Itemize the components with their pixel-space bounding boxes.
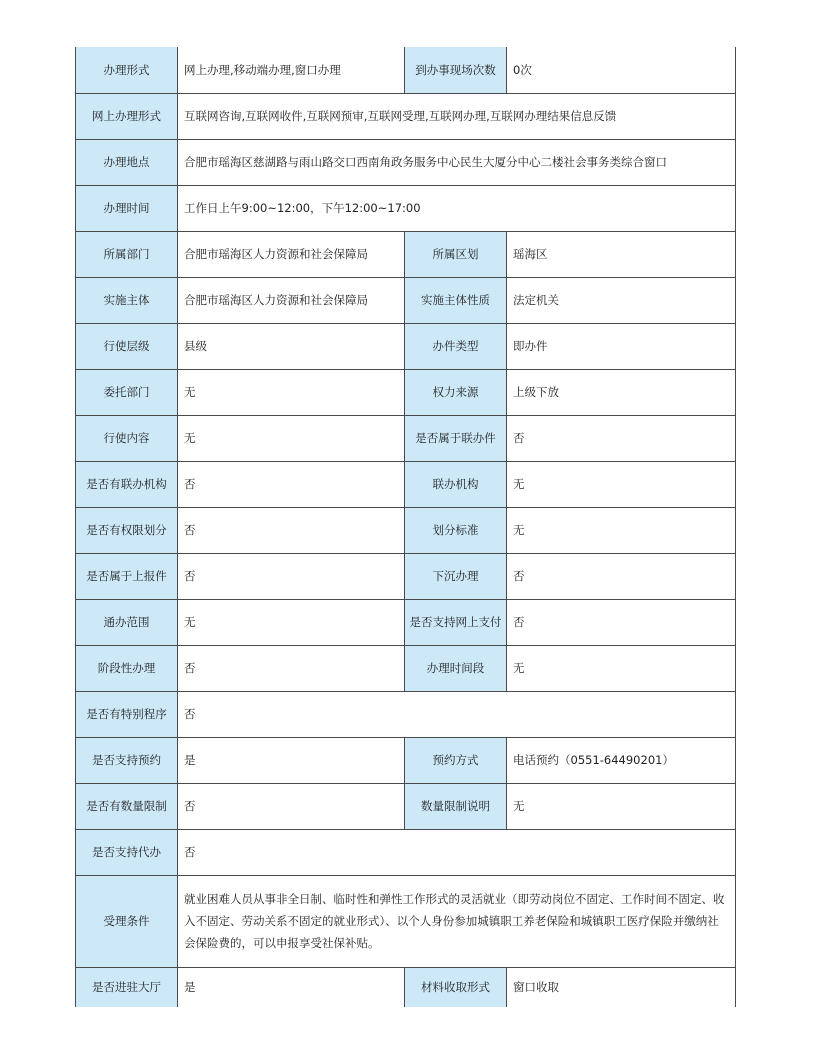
field-value: 否 [507,599,736,645]
table-row [76,783,736,829]
table-body [76,47,736,1007]
field-value: 无 [507,783,736,829]
field-value: 否 [178,783,405,829]
field-value: 0次 [507,47,736,93]
field-label: 划分标准 [405,507,507,553]
table-row [76,323,736,369]
field-value: 否 [178,691,736,737]
field-label: 是否有数量限制 [76,783,178,829]
field-value: 无 [507,461,736,507]
field-value: 否 [178,507,405,553]
field-label: 委托部门 [76,369,178,415]
field-label: 材料收取形式 [405,967,507,1007]
table-row [76,93,736,139]
field-label: 是否属于联办件 [405,415,507,461]
field-value: 电话预约（0551-64490201） [507,737,736,783]
field-value: 是 [178,737,405,783]
field-label: 权力来源 [405,369,507,415]
field-label: 办理形式 [76,47,178,93]
field-label: 办理时间 [76,185,178,231]
table-row [76,231,736,277]
field-value: 就业困难人员从事非全日制、临时性和弹性工作形式的灵活就业（即劳动岗位不固定、工作时间不固定、收入不固定、劳动关系不固定的就业形式）、以个人身份参加城镇职工养老保险和城镇职工医疗保险并缴纳社会保险费的，可以申报享受社保补贴。 [178,875,736,967]
field-label: 所属部门 [76,231,178,277]
field-value: 无 [178,599,405,645]
field-label: 是否进驻大厅 [76,967,178,1007]
field-value: 无 [178,369,405,415]
field-value: 法定机关 [507,277,736,323]
field-value: 无 [178,415,405,461]
field-value: 否 [178,553,405,599]
table-row [76,645,736,691]
field-label: 受理条件 [76,875,178,967]
table-row [76,277,736,323]
field-label: 是否有联办机构 [76,461,178,507]
table-row [76,185,736,231]
field-value: 上级下放 [507,369,736,415]
table-row [76,691,736,737]
field-label: 是否有权限划分 [76,507,178,553]
field-label: 是否属于上报件 [76,553,178,599]
field-value: 否 [178,829,736,875]
field-value: 否 [178,645,405,691]
field-label: 通办范围 [76,599,178,645]
table-row [76,599,736,645]
field-label: 阶段性办理 [76,645,178,691]
field-value: 无 [507,507,736,553]
field-label: 是否有特别程序 [76,691,178,737]
field-value: 窗口收取 [507,967,736,1007]
field-label: 预约方式 [405,737,507,783]
field-value: 合肥市瑶海区慈湖路与雨山路交口西南角政务服务中心民生大厦分中心二楼社会事务类综合窗口 [178,139,736,185]
field-label: 行使内容 [76,415,178,461]
field-label: 办件类型 [405,323,507,369]
table-row [76,829,736,875]
field-label: 是否支持代办 [76,829,178,875]
field-value: 即办件 [507,323,736,369]
field-value: 合肥市瑶海区人力资源和社会保障局 [178,231,405,277]
field-value: 网上办理,移动端办理,窗口办理 [178,47,405,93]
field-value: 是 [178,967,405,1007]
field-label: 行使层级 [76,323,178,369]
field-label: 到办事现场次数 [405,47,507,93]
field-label: 网上办理形式 [76,93,178,139]
table-row [76,369,736,415]
field-label: 所属区划 [405,231,507,277]
table-row [76,967,736,1007]
field-label: 联办机构 [405,461,507,507]
service-info-table [75,47,736,1007]
table-row [76,737,736,783]
field-label: 数量限制说明 [405,783,507,829]
field-value: 否 [507,553,736,599]
table-row [76,415,736,461]
field-label: 实施主体性质 [405,277,507,323]
table-row [76,507,736,553]
field-label: 是否支持网上支付 [405,599,507,645]
field-value: 互联网咨询,互联网收件,互联网预审,互联网受理,互联网办理,互联网办理结果信息反馈 [178,93,736,139]
field-label: 实施主体 [76,277,178,323]
field-label: 是否支持预约 [76,737,178,783]
field-value: 瑶海区 [507,231,736,277]
table-row [76,875,736,967]
table-row [76,47,736,93]
field-value: 县级 [178,323,405,369]
field-label: 办理时间段 [405,645,507,691]
field-value: 工作日上午9:00~12:00，下午12:00~17:00 [178,185,736,231]
table-row [76,139,736,185]
field-value: 否 [507,415,736,461]
table-row [76,553,736,599]
field-label: 下沉办理 [405,553,507,599]
field-label: 办理地点 [76,139,178,185]
field-value: 否 [178,461,405,507]
field-value: 合肥市瑶海区人力资源和社会保障局 [178,277,405,323]
table-row [76,461,736,507]
field-value: 无 [507,645,736,691]
